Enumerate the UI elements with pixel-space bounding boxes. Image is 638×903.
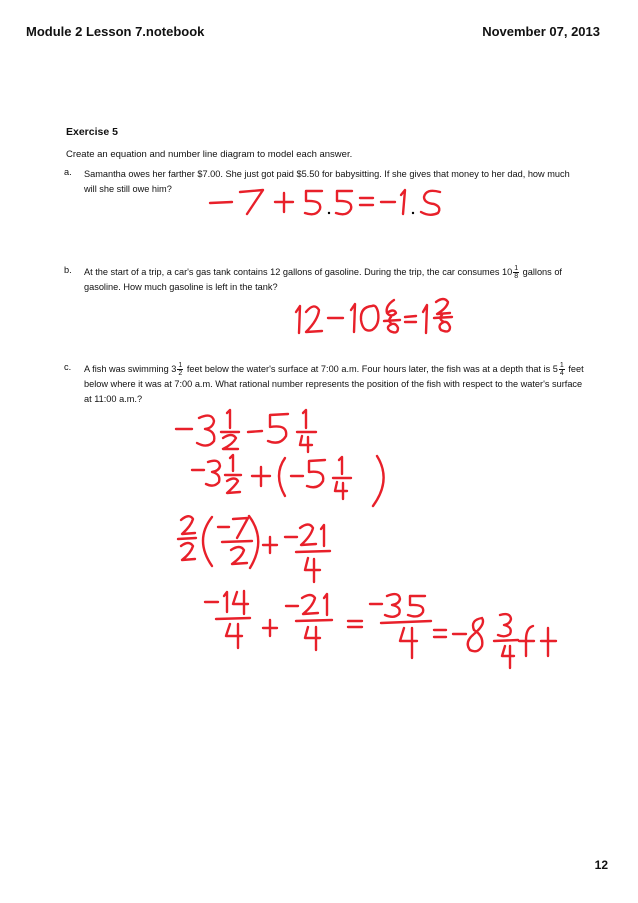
fraction-one-half: $\frac{1}{2}$ bbox=[178, 362, 183, 378]
handwritten-c-line1 bbox=[176, 410, 316, 452]
handwritten-answer-a bbox=[210, 190, 440, 215]
problem-b-text: At the start of a trip, a car's gas tank contains 12 gallons of gasoline. During the trip, the car consumes 10 $\frac{1}{8}$ gallons of gasoline. How much gasoline is left in the tank? bbox=[84, 265, 562, 293]
notebook-title: Module 2 Lesson 7.notebook bbox=[26, 24, 205, 39]
problem-c-letter: c. bbox=[64, 362, 72, 372]
exercise-title: Exercise 5 bbox=[66, 126, 118, 138]
page-date: November 07, 2013 bbox=[482, 24, 600, 39]
problem-a-letter: a. bbox=[64, 167, 72, 177]
problem-b-letter: b. bbox=[64, 265, 72, 275]
page-number: 12 bbox=[594, 858, 608, 872]
handwritten-c-line2 bbox=[192, 455, 384, 506]
fraction-one-eighth: $\frac{1}{8}$ bbox=[514, 265, 519, 281]
handwritten-c-line4 bbox=[205, 591, 556, 668]
problem-c-text: A fish was swimming 3 $\frac{1}{2}$ feet below the water's surface at 7:00 a.m. Four hours later, the fish was at a depth that is 5 $\frac{1}{4}$ feet below where it was at 7:00 a.m. What rational number represents the position of the fish with respect to the water's surface at 11:00 a.m.? bbox=[84, 362, 584, 405]
problem-a-text: Samantha owes her farther $7.00. She just got paid $5.50 for babysitting. If she gives that money to her dad, how much will she still owe him? bbox=[84, 169, 570, 194]
fraction-one-quarter: $\frac{1}{4}$ bbox=[559, 362, 564, 378]
exercise-instruction: Create an equation and number line diagram to model each answer. bbox=[66, 149, 353, 160]
handwritten-c-line3 bbox=[178, 516, 330, 582]
handwritten-answer-b bbox=[296, 299, 452, 333]
